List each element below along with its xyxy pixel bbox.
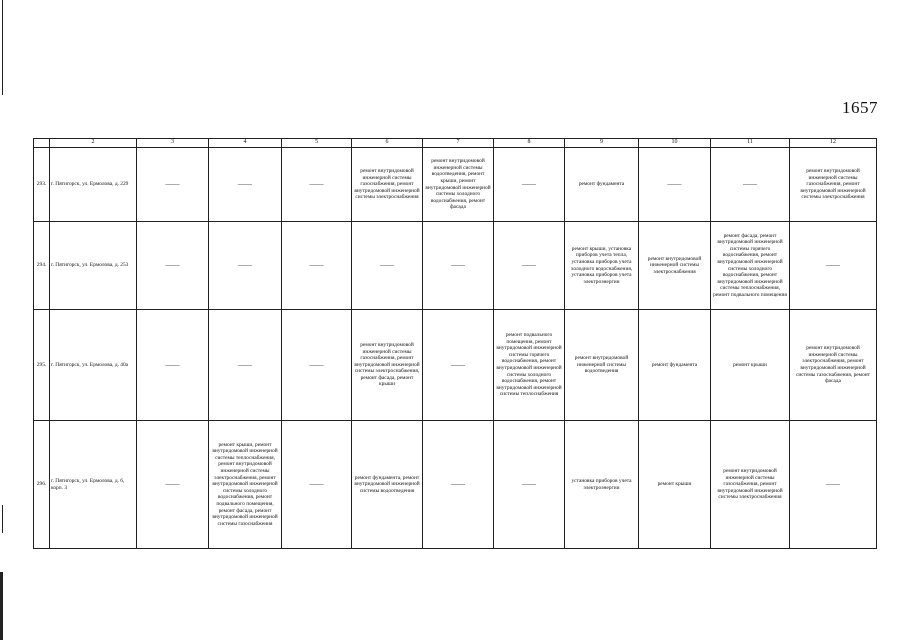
column-header: 7 [423, 139, 494, 148]
table-row [34, 421, 877, 549]
table-cell: —— [282, 310, 352, 421]
column-number-row [34, 139, 877, 148]
table-cell: —— [282, 421, 352, 549]
column-header: 10 [639, 139, 711, 148]
binding-mark-bottom [0, 572, 3, 640]
page-number: 1657 [842, 98, 878, 117]
table-cell: —— [639, 148, 711, 222]
table-cell: ремонт крыши, ремонт внутридомовой инженерной системы теплоснабжения, ремонт внутридомовой инженерной системы электроснабжения, ремонт внутридомовой инженерной системы холодного водоснабжения, ремонт подвального помещения, ремонт фасада, ремонт внутридомовой инженерной системы газоснабжения [209, 421, 282, 549]
table-cell: —— [282, 222, 352, 310]
table-cell: установка приборов учета электроэнергии [565, 421, 639, 549]
table-cell: ремонт крыши [639, 421, 711, 549]
table-cell: —— [423, 222, 494, 310]
row-address: г. Пятигорск, ул. Ермолова, д. 40а [50, 310, 137, 421]
binding-mark-mid [2, 505, 3, 533]
table-row [34, 310, 877, 421]
table-cell: —— [209, 222, 282, 310]
table-cell: ремонт внутридомовой инженерной системы водоотведения [565, 310, 639, 421]
table-cell: —— [209, 148, 282, 222]
table-cell: —— [711, 148, 790, 222]
table-cell: ремонт фундамента [639, 310, 711, 421]
column-header: 11 [711, 139, 790, 148]
row-address: г. Пятигорск, ул. Ермолова, д. 253 [50, 222, 137, 310]
table-cell: ремонт внутридомовой инженерной системы водоотведения, ремонт крыши, ремонт внутридомовой инженерной системы холодного водоснабжения, ремонт фасада [423, 148, 494, 222]
table-row [34, 222, 877, 310]
table-cell: ремонт фасада, ремонт внутридомовой инженерной системы горячего водоснабжения, ремонт внутридомовой инженерной системы холодного водоснабжения, ремонт внутридомовой инженерной системы теплоснабжения, ремонт подвального помещения [711, 222, 790, 310]
row-number: 293. [34, 148, 50, 222]
table-cell: ремонт фундамента, ремонт внутридомовой инженерной системы водоотведения [352, 421, 423, 549]
column-header [34, 139, 50, 148]
table-cell: ремонт внутридомовой инженерной системы газоснабжения, ремонт внутридомовой инженерной системы электроснабжения [711, 421, 790, 549]
column-header: 6 [352, 139, 423, 148]
column-header: 9 [565, 139, 639, 148]
row-address: г. Пятигорск, ул. Ермолова, д. 6, корп. 3 [50, 421, 137, 549]
column-header: 2 [50, 139, 137, 148]
column-header: 3 [137, 139, 209, 148]
table-cell: ремонт внутридомовой инженерной системы газоснабжения, ремонт внутридомовой инженерной системы электроснабжения [790, 148, 877, 222]
table-cell: ремонт крыши [711, 310, 790, 421]
table-cell: —— [282, 148, 352, 222]
table-row [34, 148, 877, 222]
table-cell: —— [352, 222, 423, 310]
table-cell: —— [137, 148, 209, 222]
table-cell: —— [790, 222, 877, 310]
table-cell: ремонт крыши, установка приборов учета тепла, установка приборов учета холодного водоснабжения, установка приборов учета электроэнергии [565, 222, 639, 310]
row-number: 296. [34, 421, 50, 549]
table-cell: —— [494, 222, 565, 310]
table-cell: ремонт внутридомовой инженерной системы газоснабжения, ремонт внутридомовой инженерной системы электроснабжения [352, 148, 423, 222]
table-cell: —— [494, 148, 565, 222]
table-cell: ремонт внутридомовой инженерной системы газоснабжения, ремонт внутридомовой инженерной системы электроснабжения, ремонт фасада, ремонт крыши [352, 310, 423, 421]
column-header: 5 [282, 139, 352, 148]
table-cell: ремонт внутридомовой инженерной системы электроснабжения, ремонт внутридомовой инженерной системы газоснабжения, ремонт фасада [790, 310, 877, 421]
table-cell: ремонт фундамента [565, 148, 639, 222]
table-cell: —— [209, 310, 282, 421]
binding-mark-top [2, 0, 3, 95]
row-number: 295. [34, 310, 50, 421]
column-header: 8 [494, 139, 565, 148]
table-cell: —— [423, 310, 494, 421]
table-cell: ремонт внутридомовой инженерной системы электроснабжения [639, 222, 711, 310]
table-cell: —— [137, 310, 209, 421]
table-cell: —— [137, 421, 209, 549]
table-cell: —— [423, 421, 494, 549]
table-cell: —— [494, 421, 565, 549]
repair-schedule-table [33, 138, 877, 549]
row-address: г. Пятигорск, ул. Ермолова, д. 229 [50, 148, 137, 222]
table-cell: —— [790, 421, 877, 549]
table-cell: ремонт подвального помещения, ремонт внутридомовой инженерной системы горячего водоснабжения, ремонт внутридомовой инженерной системы холодного водоснабжения, ремонт внутридомовой инженерной системы теплоснабжения [494, 310, 565, 421]
column-header: 12 [790, 139, 877, 148]
table-cell: —— [137, 222, 209, 310]
column-header: 4 [209, 139, 282, 148]
row-number: 294. [34, 222, 50, 310]
